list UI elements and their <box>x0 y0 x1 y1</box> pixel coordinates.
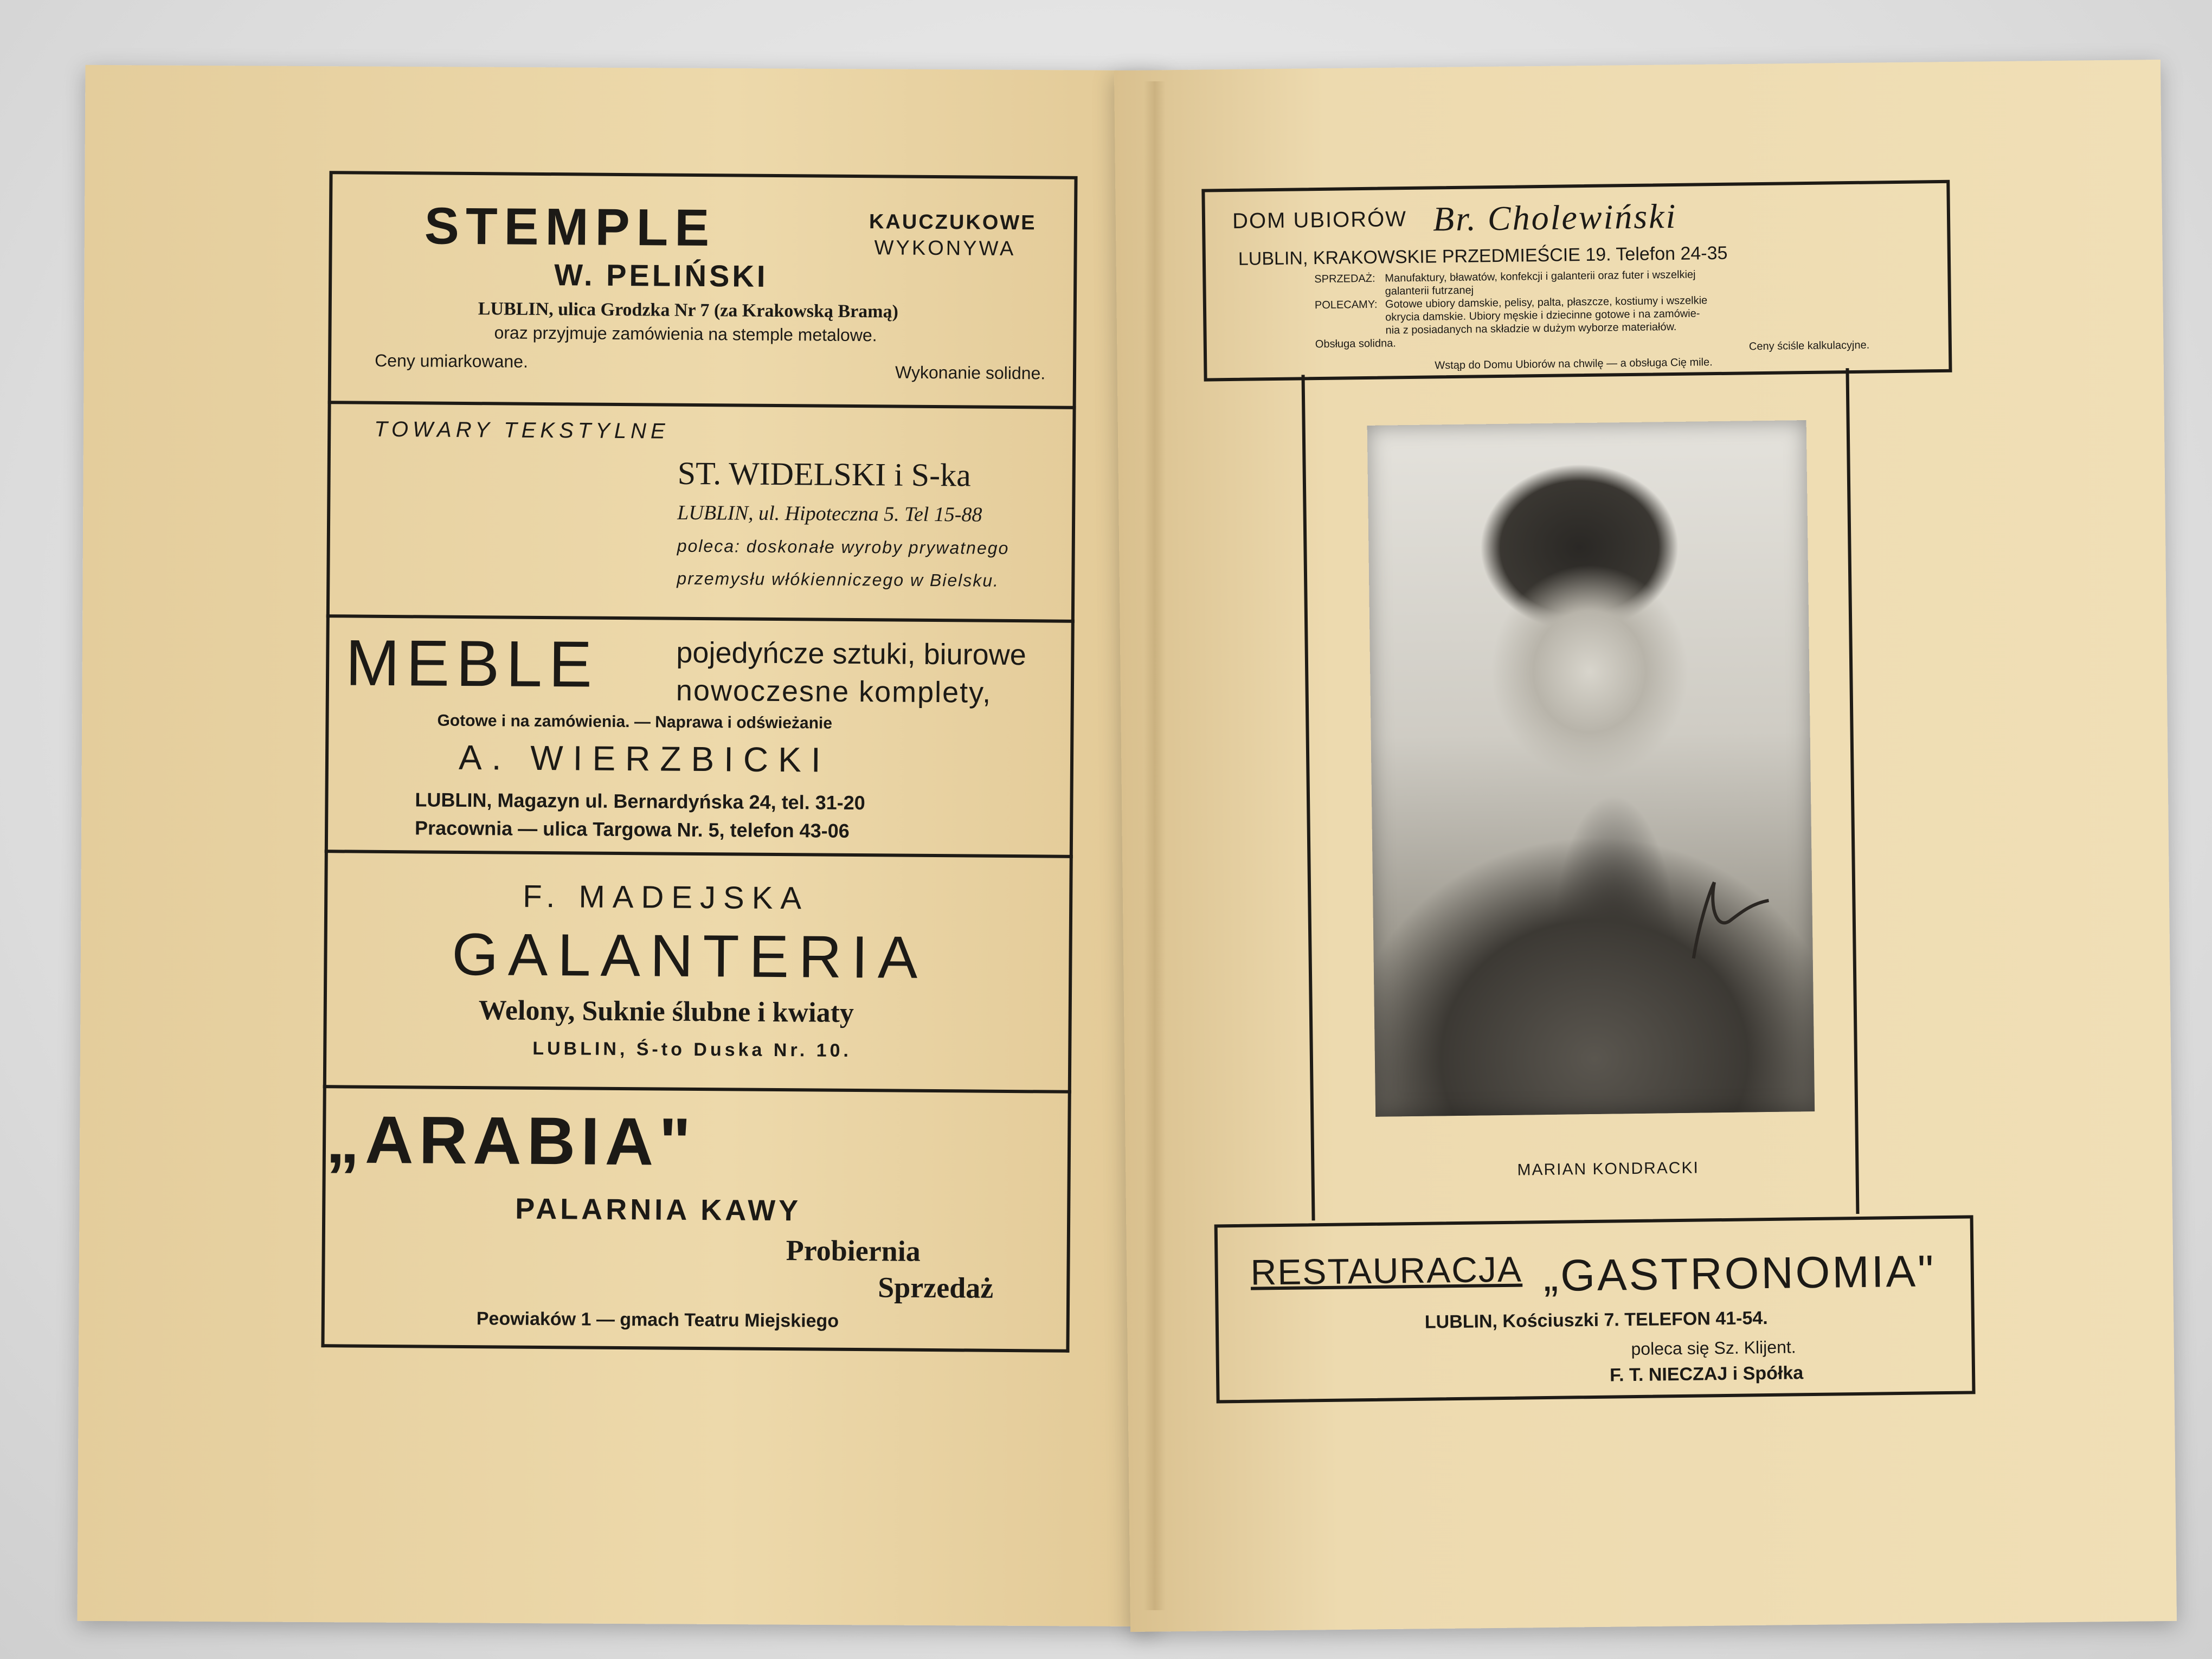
ad-cholewinski-obsluga: Obsługa solidna. <box>1315 337 1396 351</box>
ad-meble-address2: Pracownia — ulica Targowa Nr. 5, telefon 43-06 <box>414 816 850 842</box>
ad-meble-line1: pojedyńcze sztuki, biurowe <box>676 636 1026 672</box>
ad-widelski-line2: przemysłu włókienniczego w Bielsku. <box>677 568 1000 590</box>
ad-arabia-line3: Sprzedaż <box>878 1271 994 1304</box>
left-ad-column <box>321 171 1077 1353</box>
ad-cholewinski-name: Br. Cholewiński <box>1432 196 1677 239</box>
ad-stemple-footer-left: Ceny umiarkowane. <box>375 350 529 371</box>
ad-widelski-line1: poleca: doskonałe wyroby prywatnego <box>677 536 1009 558</box>
ad-widelski-name: ST. WIDELSKI i S-ka <box>677 455 971 493</box>
ad-gastronomia-address: LUBLIN, Kościuszki 7. TELEFON 41-54. <box>1424 1308 1768 1333</box>
ad-stemple-footer-right: Wykonanie solidne. <box>895 362 1046 383</box>
ad-meble-line2: nowoczesne komplety, <box>676 674 992 709</box>
ad-galanteria-title: GALANTERIA <box>452 921 928 991</box>
page-spine <box>1144 81 1166 1610</box>
ad-gastronomia-name: „GASTRONOMIA" <box>1543 1246 1936 1301</box>
ad-galanteria-address: LUBLIN, Ś-to Duska Nr. 10. <box>532 1038 852 1061</box>
ad-arabia <box>321 1085 1071 1353</box>
ad-galanteria-owner: F. MADEJSKA <box>523 878 809 916</box>
signature-mark <box>1676 871 1786 969</box>
ad-stemple-note: oraz przyjmuje zamówienia na stemple metalowe. <box>494 323 877 345</box>
ad-cholewinski-prefix: DOM UBIORÓW <box>1232 207 1407 233</box>
ad-cholewinski-sprzedaz-text2: galanterii futrzanej <box>1385 284 1474 298</box>
ad-gastronomia <box>1214 1215 1976 1403</box>
ad-gastronomia-line1: poleca się Sz. Klijent. <box>1631 1337 1796 1359</box>
ad-stemple-subtitle-1: KAUCZUKOWE <box>869 210 1037 235</box>
ad-cholewinski-polecamy-text3: nia z posiadanych na składzie w dużym wyborze materiałów. <box>1385 320 1677 337</box>
ad-widelski-address: LUBLIN, ul. Hipoteczna 5. Tel 15-88 <box>677 501 982 526</box>
ad-cholewinski-polecamy-text1: Gotowe ubiory damskie, pelisy, palta, płaszcze, kostiumy i wszelkie <box>1385 294 1708 311</box>
ad-cholewinski-sprzedaz-label: SPRZEDAŻ: <box>1314 272 1375 286</box>
ad-meble-name: A. WIERZBICKI <box>458 737 831 780</box>
ad-galanteria-line1: Welony, Suknie ślubne i kwiaty <box>478 995 854 1028</box>
ad-meble <box>325 614 1075 858</box>
ad-cholewinski-sprzedaz-text1: Manufaktury, bławatów, konfekcji i galanterii oraz futer i wszelkiej <box>1385 268 1696 285</box>
ad-arabia-line2: Probiernia <box>786 1234 921 1268</box>
ad-cholewinski-polecamy-label: POLECAMY: <box>1314 298 1378 312</box>
ad-cholewinski-polecamy-text2: okrycia damskie. Ubiory męskie i dziecinne gotowe i na zamówie- <box>1385 307 1700 324</box>
ad-arabia-line1: PALARNIA KAWY <box>515 1192 802 1227</box>
ad-stemple-subtitle-2: WYKONYWA <box>874 236 1016 261</box>
ad-stemple-address: LUBLIN, ulica Grodzka Nr 7 (za Krakowską Bramą) <box>478 299 899 322</box>
ad-stemple-title: STEMPLE <box>424 197 716 258</box>
ad-arabia-title: „ARABIA" <box>325 1102 697 1180</box>
ad-meble-line3: Gotowe i na zamówienia. — Naprawa i odświeżanie <box>437 711 833 732</box>
ad-cholewinski <box>1201 180 1952 382</box>
ad-widelski <box>326 401 1076 623</box>
ad-arabia-address: Peowiaków 1 — gmach Teatru Miejskiego <box>476 1308 839 1332</box>
ad-cholewinski-slogan: Wstąp do Domu Ubiorów na chwilę — a obsługa Cię mile. <box>1435 356 1713 372</box>
photo-caption: MARIAN KONDRACKI <box>1517 1159 1700 1179</box>
ad-stemple-name: W. PELIŃSKI <box>554 258 768 293</box>
ad-cholewinski-ceny: Ceny ściśle kalkulacyjne. <box>1748 339 1870 353</box>
ad-stemple <box>328 171 1078 409</box>
ad-meble-title: MEBLE <box>345 626 599 701</box>
right-ad-column <box>1201 180 1975 1409</box>
ad-widelski-header: TOWARY TEKSTYLNE <box>374 417 670 443</box>
ad-galanteria <box>323 850 1073 1094</box>
ad-meble-address1: LUBLIN, Magazyn ul. Bernardyńska 24, tel. 31-20 <box>415 788 865 814</box>
ad-cholewinski-address: LUBLIN, KRAKOWSKIE PRZEDMIEŚCIE 19. Telefon 24-35 <box>1238 242 1728 269</box>
ad-gastronomia-label: RESTAURACJA <box>1250 1249 1523 1293</box>
ad-gastronomia-owner: F. T. NIECZAJ i Spółka <box>1609 1362 1804 1386</box>
portrait-photo <box>1367 420 1815 1117</box>
